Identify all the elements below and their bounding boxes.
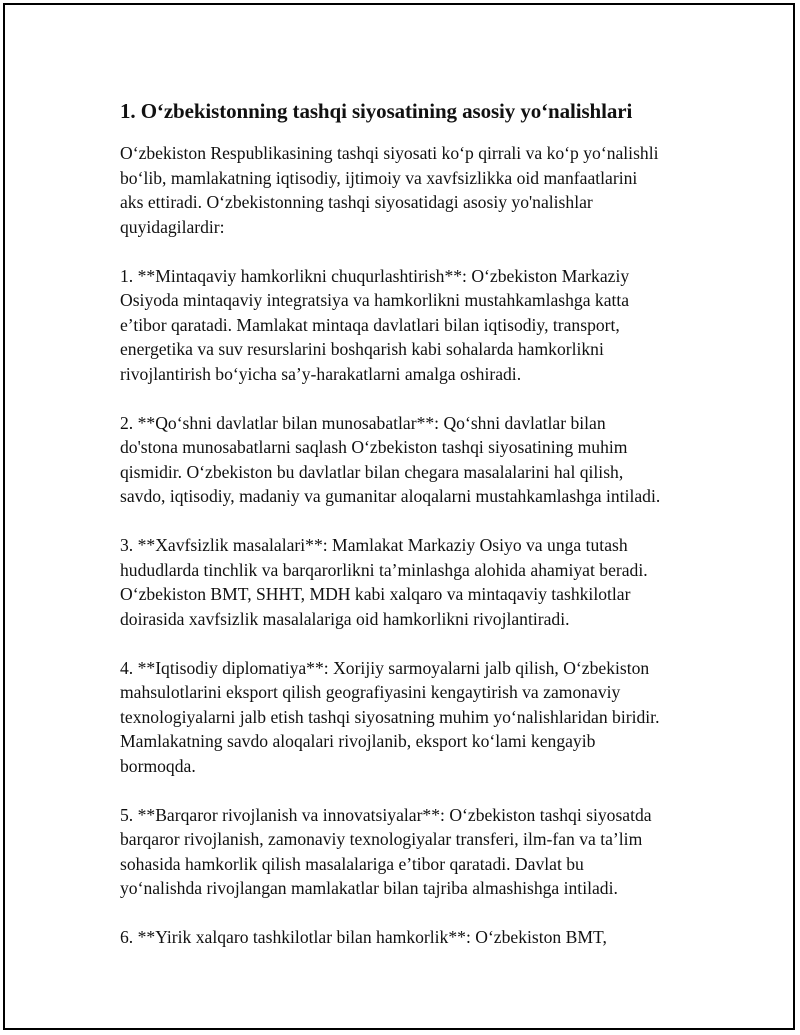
list-item-line: sohasida hamkorlik qilish masalalariga e’tibor qaratadi. Davlat bu (120, 853, 584, 874)
list-item-line: 3. **Xavfsizlik masalalari**: Mamlakat Markaziy Osiyo va unga tutash (120, 535, 628, 555)
list-item-line: 6. **Yirik xalqaro tashkilotlar bilan hamkorlik**: O‘zbekiston BMT, (120, 927, 607, 947)
list-item-line: qismidir. O‘zbekiston bu davlatlar bilan chegara masalalarini hal qilish, (120, 461, 624, 482)
list-item-5 (120, 803, 700, 901)
list-item-2 (120, 411, 700, 509)
list-item-line: barqaror rivojlanish, zamonaviy texnologiyalar transferi, ilm-fan va ta’lim (120, 829, 643, 849)
list-item-line: mahsulotlarini eksport qilish geografiyasini kengaytirish va zamonaviy (120, 682, 621, 702)
list-item-line: energetika va suv resurslarini boshqarish kabi sohalarda hamkorlikni (120, 339, 604, 359)
intro-line: O‘zbekiston Respublikasining tashqi siyosati ko‘p qirrali va ko‘p yo‘nalishli (120, 143, 659, 163)
list-item-line: hududlarda tinchlik va barqarorlikni ta’minlashga alohida ahamiyat beradi. (120, 559, 648, 580)
list-item-1 (120, 264, 700, 387)
list-item-line: savdo, iqtisodiy, madaniy va gumanitar aloqalarni mustahkamlashga intiladi. (120, 486, 661, 506)
intro-line: bo‘lib, mamlakatning iqtisodiy, ijtimoiy va xavfsizlikka oid manfaatlarini (120, 167, 638, 188)
list-item-3 (120, 533, 700, 631)
list-item-line: e’tibor qaratadi. Mamlakat mintaqa davlatlari bilan iqtisodiy, transport, (120, 314, 620, 335)
list-item-line: 2. **Qo‘shni davlatlar bilan munosabatlar**: Qo‘shni davlatlar bilan (120, 412, 606, 433)
list-item-line: yo‘nalishda rivojlangan mamlakatlar bilan tajriba almashishga intiladi. (120, 878, 618, 898)
intro-paragraph (120, 141, 700, 239)
document-body (120, 97, 700, 950)
intro-line: aks ettiradi. O‘zbekistonning tashqi siyosatidagi asosiy yo'nalishlar (120, 192, 593, 212)
list-item-6 (120, 925, 700, 950)
list-item-line: 5. **Barqaror rivojlanish va innovatsiyalar**: O‘zbekiston tashqi siyosatda (120, 804, 652, 825)
document-title: 1. O‘zbekistonning tashqi siyosatining asosiy yo‘nalishlari (120, 99, 633, 123)
list-item-line: doirasida xavfsizlik masalalariga oid hamkorlikni rivojlantiradi. (120, 608, 570, 629)
list-item-line: 4. **Iqtisodiy diplomatiya**: Xorijiy sarmoyalarni jalb qilish, O‘zbekiston (120, 657, 650, 678)
list-item-line: 1. **Mintaqaviy hamkorlikni chuqurlashtirish**: O‘zbekiston Markaziy (120, 265, 630, 286)
list-item-line: O‘zbekiston BMT, SHHT, MDH kabi xalqaro va mintaqaviy tashkilotlar (120, 584, 631, 604)
list-item-line: bormoqda. (120, 755, 196, 776)
list-item-line: do'stona munosabatlarni saqlash O‘zbekiston tashqi siyosatining muhim (120, 437, 628, 457)
page-frame (3, 3, 795, 1030)
list-item-line: Osiyoda mintaqaviy integratsiya va hamkorlikni mustahkamlashga katta (120, 290, 630, 310)
list-item-line: texnologiyalarni jalb etish tashqi siyosatning muhim yo‘nalishlaridan biridir. (120, 706, 660, 727)
list-item-4 (120, 656, 700, 779)
list-item-line: rivojlantirish bo‘yicha sa’y-harakatlarni amalga oshiradi. (120, 363, 522, 384)
list-item-line: Mamlakatning savdo aloqalari rivojlanib, eksport ko‘lami kengayib (120, 731, 596, 751)
intro-line: quyidagilardir: (120, 216, 225, 237)
